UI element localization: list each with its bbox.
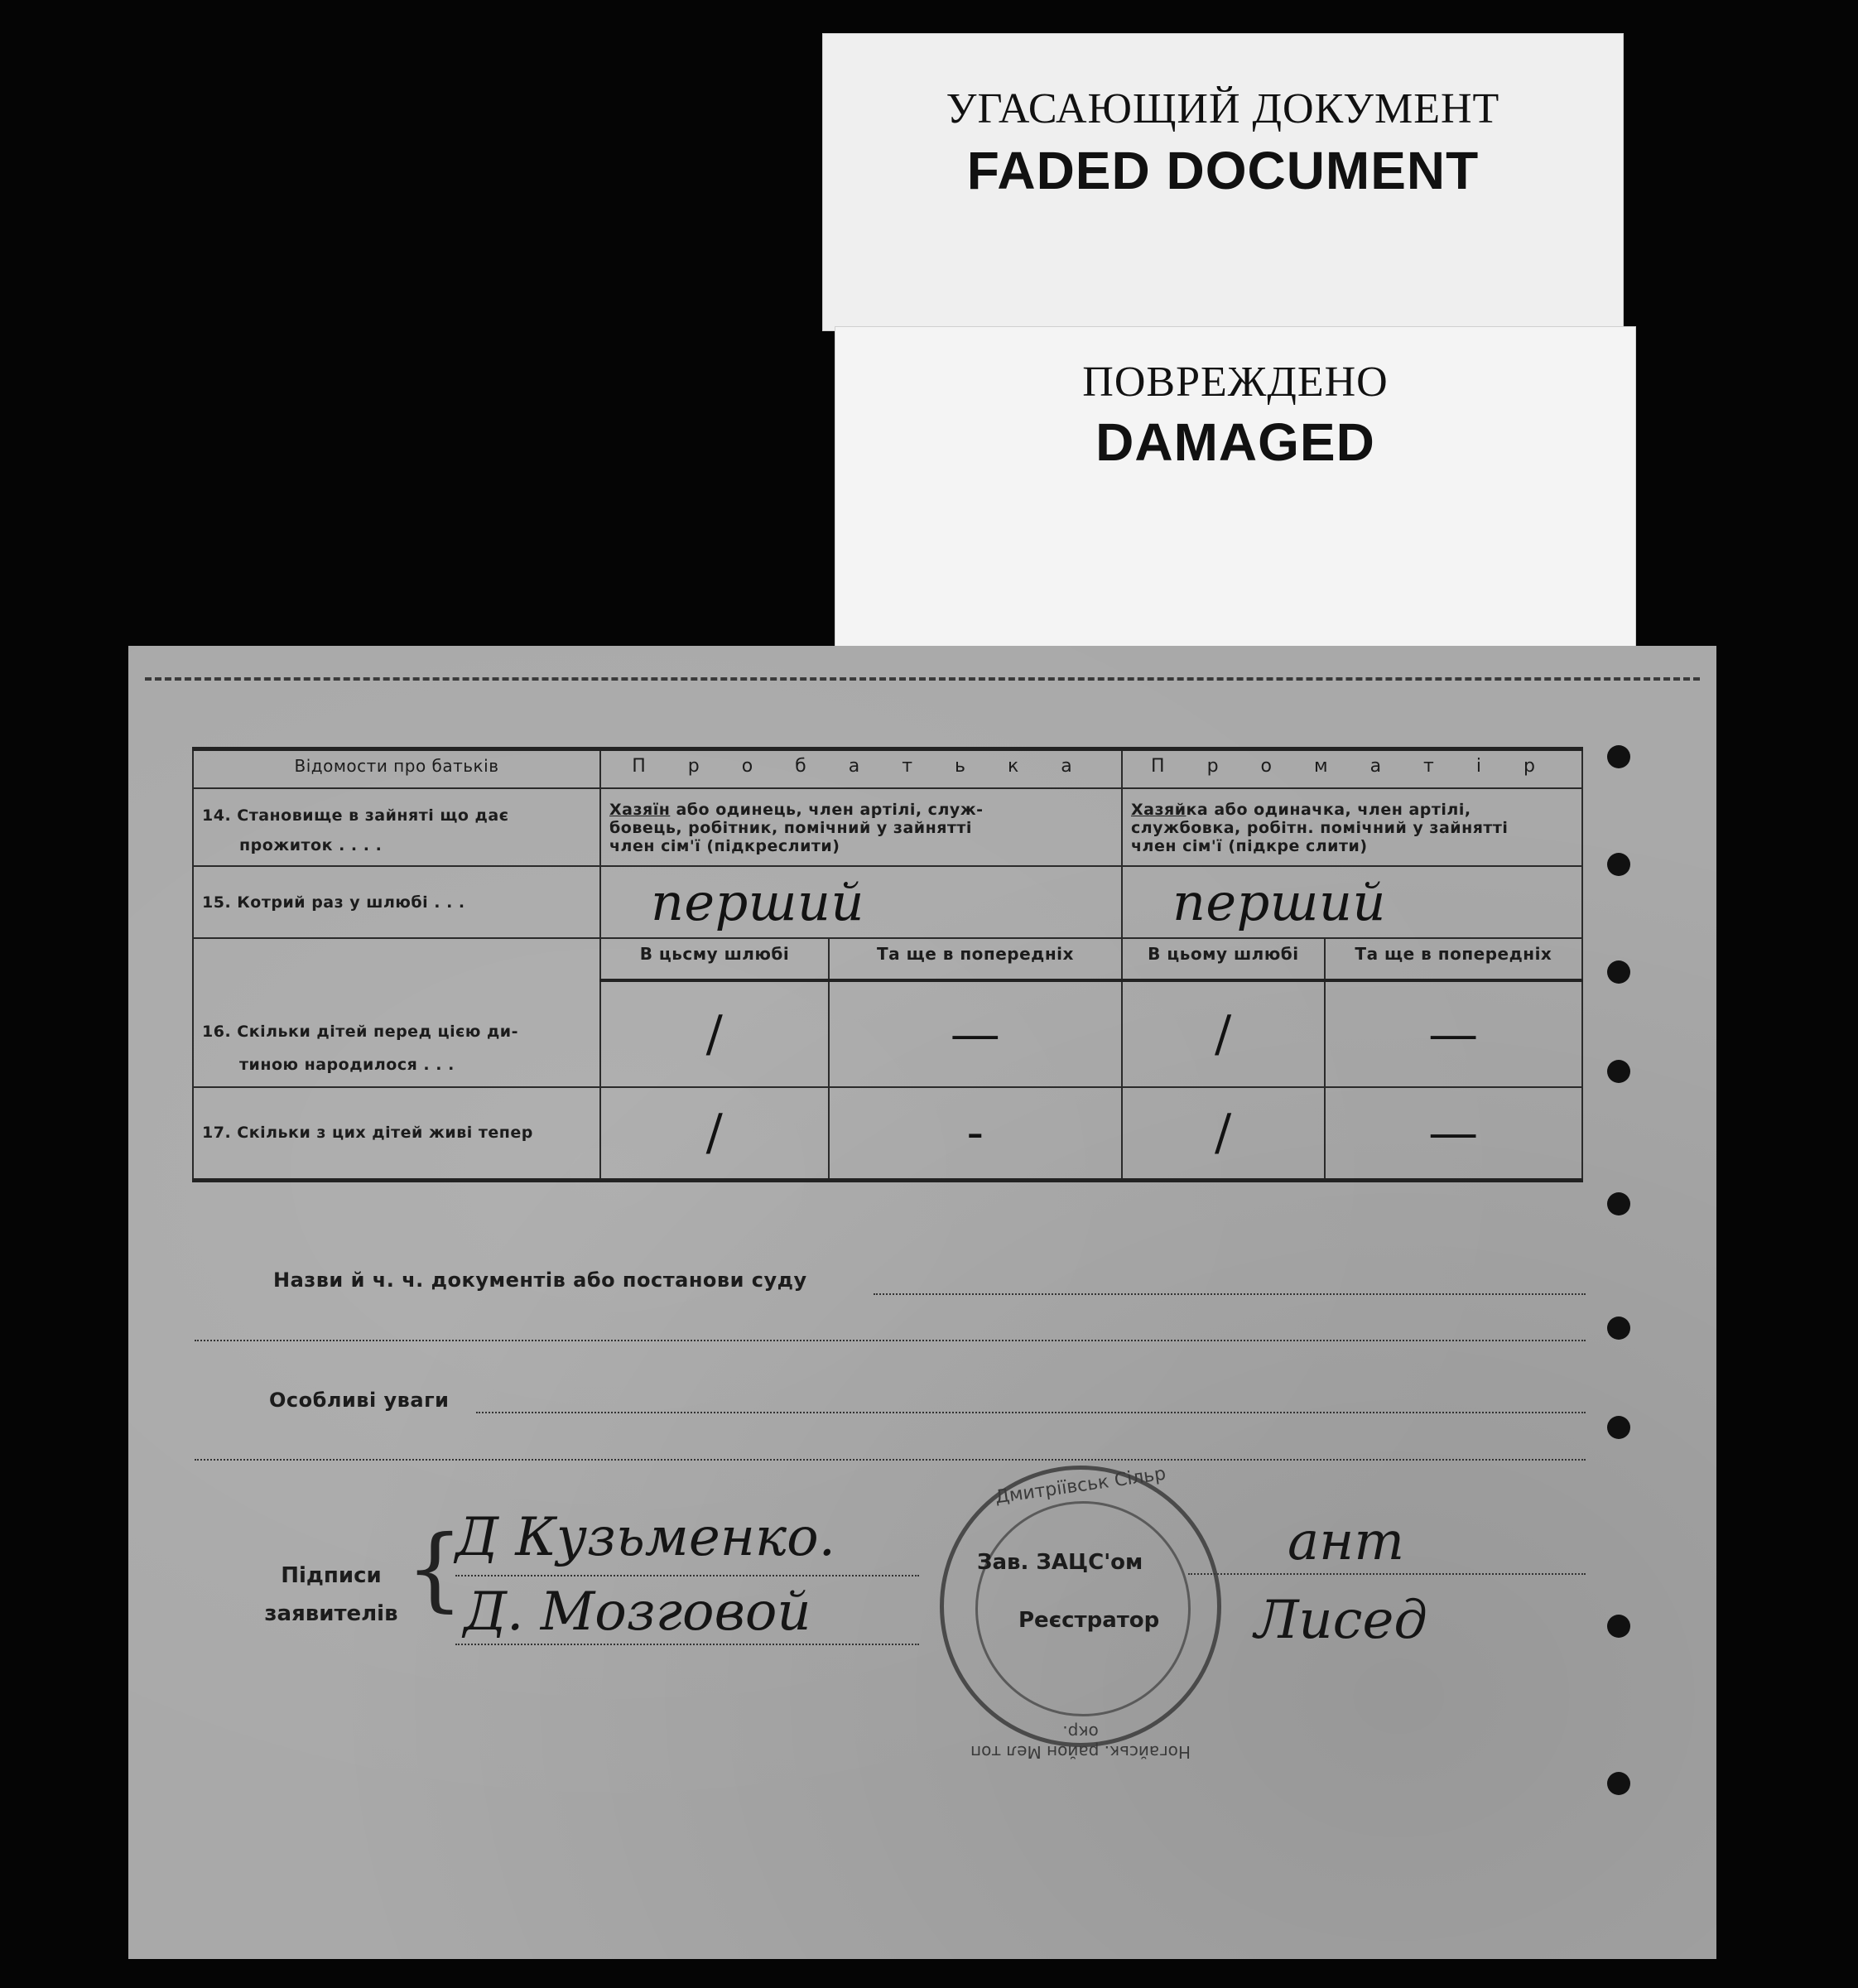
row14-father-line2: бовець, робітник, помічний у зайнятті	[609, 819, 972, 837]
row14-label-line2: прожиток . . . .	[239, 836, 383, 854]
documents-line-label: Назви й ч. ч. документів або постанови суду	[273, 1268, 807, 1292]
remarks-dotted-line	[476, 1412, 1586, 1413]
row16-label-line1: 16. Скільки дітей перед цією ди-	[202, 1023, 519, 1041]
documents-dotted-line	[874, 1293, 1586, 1295]
row16-father-prev-value: —	[950, 1005, 1001, 1064]
table-row-15	[193, 866, 1582, 938]
damaged-label-ru: ПОВРЕЖДЕНО	[1082, 359, 1389, 406]
applicant2-signature: Д. Мозговой	[464, 1581, 811, 1643]
row14-mother-line2: службовка, робітн. помічний у зайнятті	[1131, 819, 1509, 837]
row15-father-handwriting: перший	[651, 872, 864, 932]
row16-father-this	[600, 980, 829, 1087]
row14-father-underlined: Хазяїн	[609, 801, 671, 819]
faded-label-en: FADED DOCUMENT	[966, 141, 1480, 200]
row16-mother-this-value: /	[1215, 1005, 1232, 1064]
sub-head-mother-this: В цьому шлюбі	[1122, 938, 1325, 980]
row14-mother-underlined: Хазяй	[1131, 801, 1187, 819]
perforation-line	[145, 677, 1700, 681]
row17-mother-this-value: /	[1215, 1104, 1232, 1162]
row15-mother	[1122, 866, 1582, 938]
documents-dotted-line-2	[195, 1340, 1586, 1341]
stamp-text-bottom: Ногайськ. район Мел топ окр.	[970, 1722, 1191, 1762]
head-zags-title: Зав. ЗАЦС'ом	[977, 1550, 1143, 1575]
row14-label-line1: 14. Становище в зайняті що дає	[202, 806, 509, 825]
punch-hole	[1607, 1317, 1630, 1340]
remarks-dotted-line-2	[195, 1459, 1586, 1461]
stamp-text-top: Дмитріївськ Сільр	[994, 1463, 1167, 1509]
row17-father-prev	[829, 1087, 1122, 1180]
row16-mother-prev	[1325, 980, 1582, 1087]
punch-hole	[1607, 1192, 1630, 1215]
punch-hole	[1607, 960, 1630, 984]
damaged-label-en: DAMAGED	[1095, 412, 1375, 472]
applicant1-line	[455, 1575, 919, 1576]
row14-father-line1: або одинець, член артілі, служ-	[670, 801, 984, 819]
row17-mother-prev-value: —	[1428, 1104, 1479, 1162]
applicant1-signature: Д Кузьменко.	[455, 1507, 835, 1568]
official-stamp	[940, 1466, 1221, 1747]
signatures-label-line2: заявителів	[264, 1601, 398, 1626]
row14-mother-line1: ка або одиначка, член артілі,	[1186, 801, 1471, 819]
row14-mother	[1122, 788, 1582, 866]
punch-hole	[1607, 853, 1630, 876]
punch-hole	[1607, 1615, 1630, 1638]
header-mother: П р о м а т і р	[1122, 749, 1582, 789]
row16-father-prev	[829, 980, 1122, 1087]
sub-head-father-prev: Та ще в попередніх	[829, 938, 1122, 980]
punch-hole	[1607, 745, 1630, 768]
row17-mother-this	[1122, 1087, 1325, 1180]
registration-form-sheet	[128, 646, 1716, 1959]
registrar-title: Реєстратор	[1018, 1608, 1160, 1633]
punch-hole	[1607, 1416, 1630, 1439]
table-row-17	[193, 1087, 1582, 1180]
row16-mother-prev-value: —	[1428, 1005, 1479, 1064]
parents-info-table	[192, 747, 1583, 1182]
remarks-line-label: Особливі уваги	[269, 1389, 450, 1412]
header-father: П р о б а т ь к а	[600, 749, 1122, 789]
row17-father-this	[600, 1087, 829, 1180]
head-signature-line	[1188, 1573, 1586, 1575]
header-parents-info: Відомости про батьків	[193, 749, 600, 789]
row15-father	[600, 866, 1122, 938]
row15-mother-handwriting: перший	[1172, 872, 1386, 932]
subheader-row	[193, 938, 1582, 980]
row17-father-this-value: /	[705, 1104, 724, 1162]
faded-document-label	[822, 33, 1624, 331]
signatures-brace: {	[406, 1515, 464, 1621]
row15-label: 15. Котрий раз у шлюбі . . .	[193, 866, 600, 938]
row16-mother-this	[1122, 980, 1325, 1087]
row14-label	[193, 788, 600, 866]
row14-father	[600, 788, 1122, 866]
row17-father-prev-value: -	[966, 1104, 984, 1162]
applicant2-line	[455, 1644, 919, 1645]
signatures-label-line1: Підписи	[281, 1563, 382, 1588]
head-zags-signature: ант	[1288, 1511, 1404, 1572]
sub-head-father-this: В цьсму шлюбі	[600, 938, 829, 980]
damaged-document-label	[835, 326, 1636, 651]
row16-label-line2: тиною народилося . . .	[239, 1056, 455, 1074]
table-header-row	[193, 749, 1582, 789]
row14-mother-line3: член сім'ї (підкре слити)	[1131, 837, 1368, 855]
punch-hole	[1607, 1772, 1630, 1795]
row16-label-cell	[193, 938, 600, 1087]
row17-label: 17. Скільки з цих дітей живі тепер	[193, 1087, 600, 1180]
faded-label-ru: УГАСАЮЩИЙ ДОКУМЕНТ	[946, 85, 1500, 132]
row14-father-line3: член сім'ї (підкреслити)	[609, 837, 840, 855]
row16-father-this-value: /	[705, 1005, 724, 1064]
punch-hole	[1607, 1060, 1630, 1083]
registrar-signature: Лисед	[1254, 1590, 1427, 1651]
row17-mother-prev	[1325, 1087, 1582, 1180]
table-row-14	[193, 788, 1582, 866]
applicants-signatures-label	[253, 1557, 410, 1633]
sub-head-mother-prev: Та ще в попередніх	[1325, 938, 1582, 980]
